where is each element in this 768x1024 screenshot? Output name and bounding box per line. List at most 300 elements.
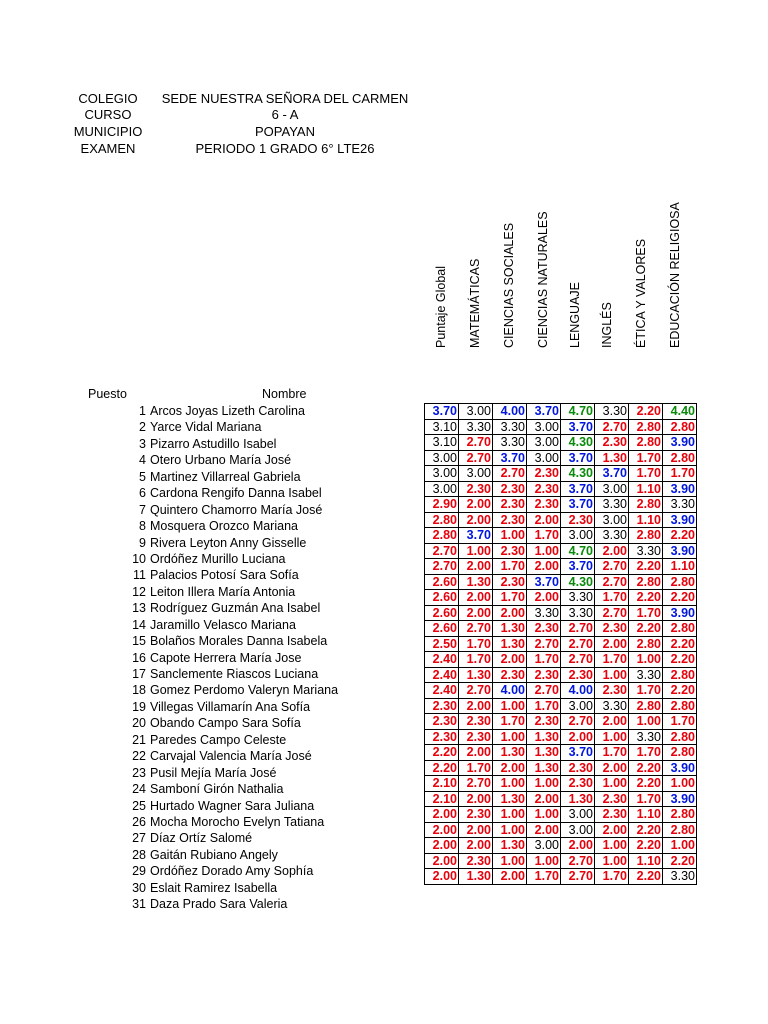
grade-cell: 2.30 bbox=[459, 807, 493, 823]
grade-cell: 2.80 bbox=[663, 698, 697, 714]
student-name: Gaitán Rubiano Angely bbox=[150, 847, 278, 862]
grade-cell: 3.30 bbox=[595, 497, 629, 513]
student-name: Quintero Chamorro María José bbox=[150, 502, 323, 517]
grade-cell: 1.70 bbox=[527, 869, 561, 885]
grade-cell: 2.80 bbox=[629, 528, 663, 544]
grade-cell: 2.30 bbox=[459, 481, 493, 497]
grade-cell: 2.20 bbox=[629, 869, 663, 885]
student-position: 24 bbox=[132, 782, 146, 797]
student-name: Bolaños Morales Danna Isabela bbox=[150, 634, 328, 649]
grade-cell: 2.10 bbox=[425, 776, 459, 792]
grade-cell: 2.30 bbox=[493, 481, 527, 497]
student-name: Martinez Villarreal Gabriela bbox=[150, 469, 301, 484]
student-position: 28 bbox=[132, 847, 146, 862]
grade-cell: 3.30 bbox=[459, 419, 493, 435]
student-position: 13 bbox=[132, 601, 146, 616]
grade-cell: 3.00 bbox=[425, 450, 459, 466]
grade-row bbox=[425, 574, 697, 590]
grades-table bbox=[424, 403, 697, 885]
grade-cell: 3.70 bbox=[561, 481, 595, 497]
grade-cell: 2.00 bbox=[527, 559, 561, 575]
grade-cell: 2.70 bbox=[527, 683, 561, 699]
grade-cell: 4.70 bbox=[561, 404, 595, 420]
grade-cell: 1.00 bbox=[493, 528, 527, 544]
student-name: Leiton Illera María Antonia bbox=[150, 584, 296, 599]
grade-cell: 1.70 bbox=[629, 683, 663, 699]
grade-cell: 2.30 bbox=[595, 683, 629, 699]
student-name: Pizarro Astudillo Isabel bbox=[150, 436, 277, 451]
grade-cell: 2.00 bbox=[595, 822, 629, 838]
grade-cell: 2.70 bbox=[561, 636, 595, 652]
student-list bbox=[100, 403, 338, 913]
student-name: Rodríguez Guzmán Ana Isabel bbox=[150, 601, 321, 616]
grade-cell: 2.00 bbox=[595, 714, 629, 730]
student-position: 25 bbox=[132, 798, 146, 813]
grade-cell: 2.00 bbox=[425, 807, 459, 823]
grade-cell: 1.00 bbox=[595, 729, 629, 745]
student-row bbox=[100, 452, 338, 468]
grade-row bbox=[425, 621, 697, 637]
grade-cell: 2.30 bbox=[527, 466, 561, 482]
grade-cell: 2.70 bbox=[459, 776, 493, 792]
grade-cell: 1.70 bbox=[527, 528, 561, 544]
grade-cell: 2.00 bbox=[425, 853, 459, 869]
student-name: Ordóñez Murillo Luciana bbox=[150, 551, 286, 566]
grade-cell: 2.10 bbox=[425, 791, 459, 807]
grade-cell: 2.30 bbox=[527, 714, 561, 730]
grade-row bbox=[425, 745, 697, 761]
grade-cell: 2.80 bbox=[663, 667, 697, 683]
grade-cell: 3.00 bbox=[595, 512, 629, 528]
grade-cell: 3.70 bbox=[527, 574, 561, 590]
grade-cell: 2.60 bbox=[425, 590, 459, 606]
grade-cell: 2.60 bbox=[425, 605, 459, 621]
grade-cell: 2.80 bbox=[663, 574, 697, 590]
grade-cell: 2.20 bbox=[629, 404, 663, 420]
grade-cell: 2.00 bbox=[459, 838, 493, 854]
grade-row bbox=[425, 543, 697, 559]
student-position: 4 bbox=[139, 453, 146, 468]
student-row bbox=[100, 748, 338, 764]
grade-row bbox=[425, 636, 697, 652]
student-position: 9 bbox=[139, 535, 146, 550]
grade-cell: 2.00 bbox=[493, 652, 527, 668]
grade-cell: 2.20 bbox=[663, 652, 697, 668]
grade-cell: 2.70 bbox=[527, 636, 561, 652]
student-name: Mocha Morocho Evelyn Tatiana bbox=[150, 814, 325, 829]
grade-cell: 1.30 bbox=[459, 667, 493, 683]
grade-cell: 1.30 bbox=[527, 745, 561, 761]
grade-cell: 3.30 bbox=[663, 497, 697, 513]
grade-cell: 2.80 bbox=[663, 807, 697, 823]
grade-cell: 1.00 bbox=[595, 776, 629, 792]
student-name: Paredes Campo Celeste bbox=[150, 732, 287, 747]
student-row bbox=[100, 699, 338, 715]
grade-cell: 1.70 bbox=[493, 590, 527, 606]
grade-cell: 1.00 bbox=[663, 776, 697, 792]
student-row bbox=[100, 502, 338, 518]
grade-cell: 3.00 bbox=[459, 404, 493, 420]
value-curso: 6 - A bbox=[271, 107, 299, 122]
grade-row bbox=[425, 435, 697, 451]
student-row bbox=[100, 781, 338, 797]
student-name: Hurtado Wagner Sara Juliana bbox=[150, 798, 315, 813]
grade-cell: 3.00 bbox=[561, 698, 595, 714]
grade-cell: 2.20 bbox=[663, 590, 697, 606]
student-name: Carvajal Valencia María José bbox=[150, 749, 312, 764]
grade-cell: 4.30 bbox=[561, 574, 595, 590]
grade-cell: 2.70 bbox=[595, 574, 629, 590]
grade-cell: 2.60 bbox=[425, 621, 459, 637]
student-position: 23 bbox=[132, 765, 146, 780]
grade-cell: 2.70 bbox=[493, 466, 527, 482]
colhead-puntaje-global: Puntaje Global bbox=[434, 265, 448, 348]
grade-cell: 2.70 bbox=[459, 435, 493, 451]
grade-row bbox=[425, 714, 697, 730]
student-position: 6 bbox=[139, 486, 146, 501]
grade-cell: 3.70 bbox=[561, 450, 595, 466]
student-position: 15 bbox=[132, 634, 146, 649]
grade-row bbox=[425, 838, 697, 854]
grade-cell: 3.30 bbox=[595, 404, 629, 420]
grade-cell: 4.00 bbox=[561, 683, 595, 699]
grade-cell: 1.10 bbox=[629, 512, 663, 528]
grade-cell: 2.70 bbox=[561, 853, 595, 869]
grade-cell: 1.30 bbox=[527, 760, 561, 776]
colhead-educacion-religiosa: EDUCACIÓN RELIGIOSA bbox=[668, 202, 682, 348]
grade-cell: 1.30 bbox=[493, 745, 527, 761]
grade-cell: 2.40 bbox=[425, 683, 459, 699]
grade-row bbox=[425, 466, 697, 482]
student-position: 22 bbox=[132, 749, 146, 764]
grade-cell: 4.40 bbox=[663, 404, 697, 420]
grade-cell: 2.30 bbox=[595, 791, 629, 807]
grade-cell: 4.70 bbox=[561, 543, 595, 559]
grade-cell: 3.90 bbox=[663, 435, 697, 451]
grade-cell: 2.00 bbox=[459, 497, 493, 513]
student-row bbox=[100, 847, 338, 863]
student-name: Capote Herrera María Jose bbox=[150, 650, 302, 665]
grade-row bbox=[425, 419, 697, 435]
student-name: Mosquera Orozco Mariana bbox=[150, 519, 298, 534]
student-position: 11 bbox=[133, 568, 146, 583]
grade-cell: 2.00 bbox=[527, 822, 561, 838]
grade-cell: 2.80 bbox=[663, 621, 697, 637]
grade-cell: 1.70 bbox=[493, 714, 527, 730]
grade-cell: 2.20 bbox=[629, 760, 663, 776]
grade-row bbox=[425, 559, 697, 575]
student-position: 1 bbox=[139, 404, 146, 418]
grade-cell: 2.20 bbox=[663, 853, 697, 869]
grade-cell: 1.00 bbox=[595, 667, 629, 683]
colhead-ingles: INGLÉS bbox=[600, 302, 614, 348]
grade-cell: 2.30 bbox=[459, 714, 493, 730]
student-name: Yarce Vidal Mariana bbox=[150, 420, 262, 435]
grade-row bbox=[425, 698, 697, 714]
grade-cell: 2.00 bbox=[493, 869, 527, 885]
student-name: Daza Prado Sara Valeria bbox=[150, 897, 288, 912]
grade-cell: 2.30 bbox=[425, 714, 459, 730]
grade-row bbox=[425, 528, 697, 544]
student-row bbox=[100, 436, 338, 452]
grade-cell: 2.00 bbox=[595, 543, 629, 559]
grade-cell: 1.70 bbox=[629, 605, 663, 621]
grade-cell: 1.00 bbox=[595, 853, 629, 869]
grade-cell: 2.00 bbox=[425, 869, 459, 885]
grade-cell: 2.00 bbox=[425, 838, 459, 854]
colhead-ciencias-sociales: CIENCIAS SOCIALES bbox=[502, 222, 516, 348]
grade-row bbox=[425, 776, 697, 792]
grade-cell: 2.40 bbox=[425, 652, 459, 668]
grade-cell: 1.70 bbox=[459, 636, 493, 652]
grade-cell: 1.00 bbox=[527, 807, 561, 823]
grade-cell: 1.70 bbox=[595, 745, 629, 761]
grade-cell: 1.70 bbox=[459, 652, 493, 668]
grade-cell: 2.00 bbox=[459, 605, 493, 621]
grade-cell: 3.30 bbox=[561, 590, 595, 606]
grade-cell: 2.30 bbox=[493, 512, 527, 528]
grade-row bbox=[425, 450, 697, 466]
grade-cell: 1.70 bbox=[527, 698, 561, 714]
grade-cell: 2.70 bbox=[561, 869, 595, 885]
student-position: 19 bbox=[132, 699, 146, 714]
grade-cell: 2.20 bbox=[425, 760, 459, 776]
grade-cell: 2.70 bbox=[561, 714, 595, 730]
grade-cell: 3.10 bbox=[425, 419, 459, 435]
grade-cell: 2.00 bbox=[527, 791, 561, 807]
grade-row bbox=[425, 667, 697, 683]
grade-cell: 1.70 bbox=[663, 466, 697, 482]
student-name: Obando Campo Sara Sofía bbox=[150, 716, 301, 731]
grade-row bbox=[425, 481, 697, 497]
student-row bbox=[100, 600, 338, 616]
grade-cell: 2.70 bbox=[595, 605, 629, 621]
grade-cell: 3.90 bbox=[663, 605, 697, 621]
student-position: 7 bbox=[139, 502, 146, 517]
grade-cell: 2.50 bbox=[425, 636, 459, 652]
grade-cell: 2.70 bbox=[595, 559, 629, 575]
student-row bbox=[100, 650, 338, 666]
grade-cell: 2.00 bbox=[595, 636, 629, 652]
student-position: 3 bbox=[139, 436, 146, 451]
grade-cell: 3.00 bbox=[527, 450, 561, 466]
grade-cell: 2.80 bbox=[629, 636, 663, 652]
grade-cell: 1.30 bbox=[595, 450, 629, 466]
student-name: Sanclemente Riascos Luciana bbox=[150, 667, 319, 681]
grade-row bbox=[425, 605, 697, 621]
grade-cell: 3.70 bbox=[561, 745, 595, 761]
grade-cell: 1.70 bbox=[595, 590, 629, 606]
grade-cell: 2.20 bbox=[629, 621, 663, 637]
grade-cell: 3.90 bbox=[663, 512, 697, 528]
grade-cell: 4.00 bbox=[493, 404, 527, 420]
student-name: Gomez Perdomo Valeryn Mariana bbox=[150, 683, 339, 698]
grade-cell: 3.90 bbox=[663, 543, 697, 559]
student-row bbox=[100, 551, 338, 567]
grade-cell: 1.10 bbox=[629, 807, 663, 823]
student-name: Otero Urbano María José bbox=[150, 453, 292, 468]
grade-cell: 2.30 bbox=[459, 853, 493, 869]
student-position: 5 bbox=[139, 469, 146, 484]
grade-cell: 2.30 bbox=[527, 667, 561, 683]
student-row bbox=[100, 403, 338, 419]
student-position: 14 bbox=[132, 617, 146, 632]
grade-cell: 2.70 bbox=[561, 652, 595, 668]
grade-cell: 2.00 bbox=[595, 760, 629, 776]
grade-cell: 2.70 bbox=[459, 683, 493, 699]
student-position: 20 bbox=[132, 716, 146, 731]
grade-cell: 1.00 bbox=[527, 776, 561, 792]
student-position: 2 bbox=[139, 420, 146, 435]
student-position: 21 bbox=[132, 732, 146, 747]
grade-cell: 3.00 bbox=[425, 481, 459, 497]
student-row bbox=[100, 830, 338, 846]
student-row bbox=[100, 798, 338, 814]
grade-cell: 3.70 bbox=[561, 559, 595, 575]
grade-cell: 2.20 bbox=[629, 838, 663, 854]
grade-cell: 1.70 bbox=[595, 652, 629, 668]
grade-cell: 2.30 bbox=[527, 497, 561, 513]
student-position: 8 bbox=[139, 519, 146, 534]
grade-row bbox=[425, 822, 697, 838]
student-position: 31 bbox=[132, 897, 146, 912]
grade-cell: 1.00 bbox=[629, 652, 663, 668]
grade-cell: 1.00 bbox=[493, 807, 527, 823]
grade-row bbox=[425, 791, 697, 807]
grade-cell: 1.00 bbox=[493, 822, 527, 838]
nombre-header: Nombre bbox=[262, 387, 307, 401]
grade-cell: 2.30 bbox=[493, 574, 527, 590]
grade-cell: 2.30 bbox=[561, 512, 595, 528]
grade-cell: 2.30 bbox=[527, 481, 561, 497]
grade-cell: 2.80 bbox=[629, 497, 663, 513]
student-name: Pusil Mejía María José bbox=[150, 765, 277, 780]
grade-cell: 2.80 bbox=[425, 528, 459, 544]
colhead-etica-valores: ÉTICA Y VALORES bbox=[634, 238, 648, 348]
grade-cell: 2.80 bbox=[663, 822, 697, 838]
grade-cell: 3.00 bbox=[425, 466, 459, 482]
grade-cell: 2.20 bbox=[629, 559, 663, 575]
grade-cell: 2.20 bbox=[663, 683, 697, 699]
student-name: Eslait Ramirez Isabella bbox=[150, 880, 278, 895]
student-row bbox=[100, 715, 338, 731]
grade-cell: 4.00 bbox=[493, 683, 527, 699]
grade-cell: 1.30 bbox=[561, 791, 595, 807]
grade-cell: 1.10 bbox=[629, 481, 663, 497]
grade-cell: 2.20 bbox=[629, 822, 663, 838]
grade-cell: 2.30 bbox=[595, 621, 629, 637]
grade-cell: 2.00 bbox=[459, 822, 493, 838]
student-name: Samboní Girón Nathalia bbox=[150, 782, 284, 797]
grade-cell: 3.00 bbox=[527, 419, 561, 435]
grade-row bbox=[425, 590, 697, 606]
grade-cell: 2.00 bbox=[561, 729, 595, 745]
student-position: 18 bbox=[132, 683, 146, 698]
grade-cell: 3.70 bbox=[595, 466, 629, 482]
grade-cell: 2.60 bbox=[425, 574, 459, 590]
student-row bbox=[100, 732, 338, 748]
grade-cell: 1.30 bbox=[527, 729, 561, 745]
grade-cell: 1.30 bbox=[459, 869, 493, 885]
student-name: Jaramillo Velasco Mariana bbox=[150, 617, 296, 632]
grade-cell: 2.80 bbox=[629, 698, 663, 714]
grade-cell: 1.00 bbox=[629, 714, 663, 730]
grade-cell: 1.00 bbox=[527, 853, 561, 869]
grade-cell: 3.00 bbox=[561, 807, 595, 823]
label-municipio: MUNICIPIO bbox=[73, 124, 143, 139]
grade-cell: 3.70 bbox=[561, 419, 595, 435]
grade-cell: 2.30 bbox=[425, 698, 459, 714]
grade-cell: 1.30 bbox=[459, 574, 493, 590]
grade-cell: 1.70 bbox=[595, 869, 629, 885]
grade-cell: 2.70 bbox=[595, 419, 629, 435]
grade-cell: 2.90 bbox=[425, 497, 459, 513]
grade-cell: 2.70 bbox=[425, 543, 459, 559]
puesto-header: Puesto bbox=[88, 387, 127, 401]
student-position: 16 bbox=[132, 650, 146, 665]
grade-cell: 3.30 bbox=[595, 698, 629, 714]
grade-cell: 2.20 bbox=[663, 636, 697, 652]
grade-cell: 2.80 bbox=[425, 512, 459, 528]
colhead-matematicas: MATEMÁTICAS bbox=[468, 258, 482, 348]
grade-cell: 2.70 bbox=[459, 450, 493, 466]
grade-cell: 2.00 bbox=[459, 590, 493, 606]
label-curso: CURSO bbox=[84, 107, 132, 122]
grade-cell: 1.70 bbox=[629, 450, 663, 466]
colhead-ciencias-naturales: CIENCIAS NATURALES bbox=[536, 211, 550, 348]
student-row bbox=[100, 617, 338, 633]
grade-cell: 2.30 bbox=[561, 667, 595, 683]
student-row bbox=[100, 567, 338, 583]
grade-cell: 2.30 bbox=[527, 621, 561, 637]
student-row bbox=[100, 633, 338, 649]
grade-cell: 2.80 bbox=[663, 419, 697, 435]
student-row bbox=[100, 666, 338, 682]
grade-cell: 2.00 bbox=[493, 605, 527, 621]
grade-row bbox=[425, 869, 697, 885]
student-row bbox=[100, 419, 338, 435]
student-name: Villegas Villamarín Ana Sofía bbox=[150, 699, 311, 714]
student-name: Arcos Joyas Lizeth Carolina bbox=[150, 404, 305, 418]
grade-cell: 3.90 bbox=[663, 760, 697, 776]
student-row bbox=[100, 485, 338, 501]
grade-cell: 2.80 bbox=[629, 419, 663, 435]
grade-row bbox=[425, 760, 697, 776]
student-row bbox=[100, 814, 338, 830]
grade-cell: 3.70 bbox=[459, 528, 493, 544]
grade-cell: 1.70 bbox=[629, 745, 663, 761]
student-row bbox=[100, 584, 338, 600]
grade-cell: 1.00 bbox=[527, 543, 561, 559]
grade-cell: 1.00 bbox=[493, 729, 527, 745]
student-row bbox=[100, 682, 338, 698]
grade-cell: 1.70 bbox=[663, 714, 697, 730]
student-position: 26 bbox=[132, 814, 146, 829]
grade-cell: 2.30 bbox=[561, 760, 595, 776]
value-examen: PERIODO 1 GRADO 6° LTE26 bbox=[195, 141, 375, 156]
grade-cell: 1.70 bbox=[527, 652, 561, 668]
grade-cell: 3.70 bbox=[561, 497, 595, 513]
grade-cell: 3.00 bbox=[561, 822, 595, 838]
grade-row bbox=[425, 652, 697, 668]
grade-cell: 3.00 bbox=[561, 528, 595, 544]
student-position: 27 bbox=[132, 831, 146, 846]
grade-cell: 1.00 bbox=[493, 776, 527, 792]
grade-cell: 2.30 bbox=[425, 729, 459, 745]
label-examen: EXAMEN bbox=[80, 141, 136, 156]
grade-cell: 1.30 bbox=[493, 838, 527, 854]
grade-cell: 1.30 bbox=[493, 621, 527, 637]
